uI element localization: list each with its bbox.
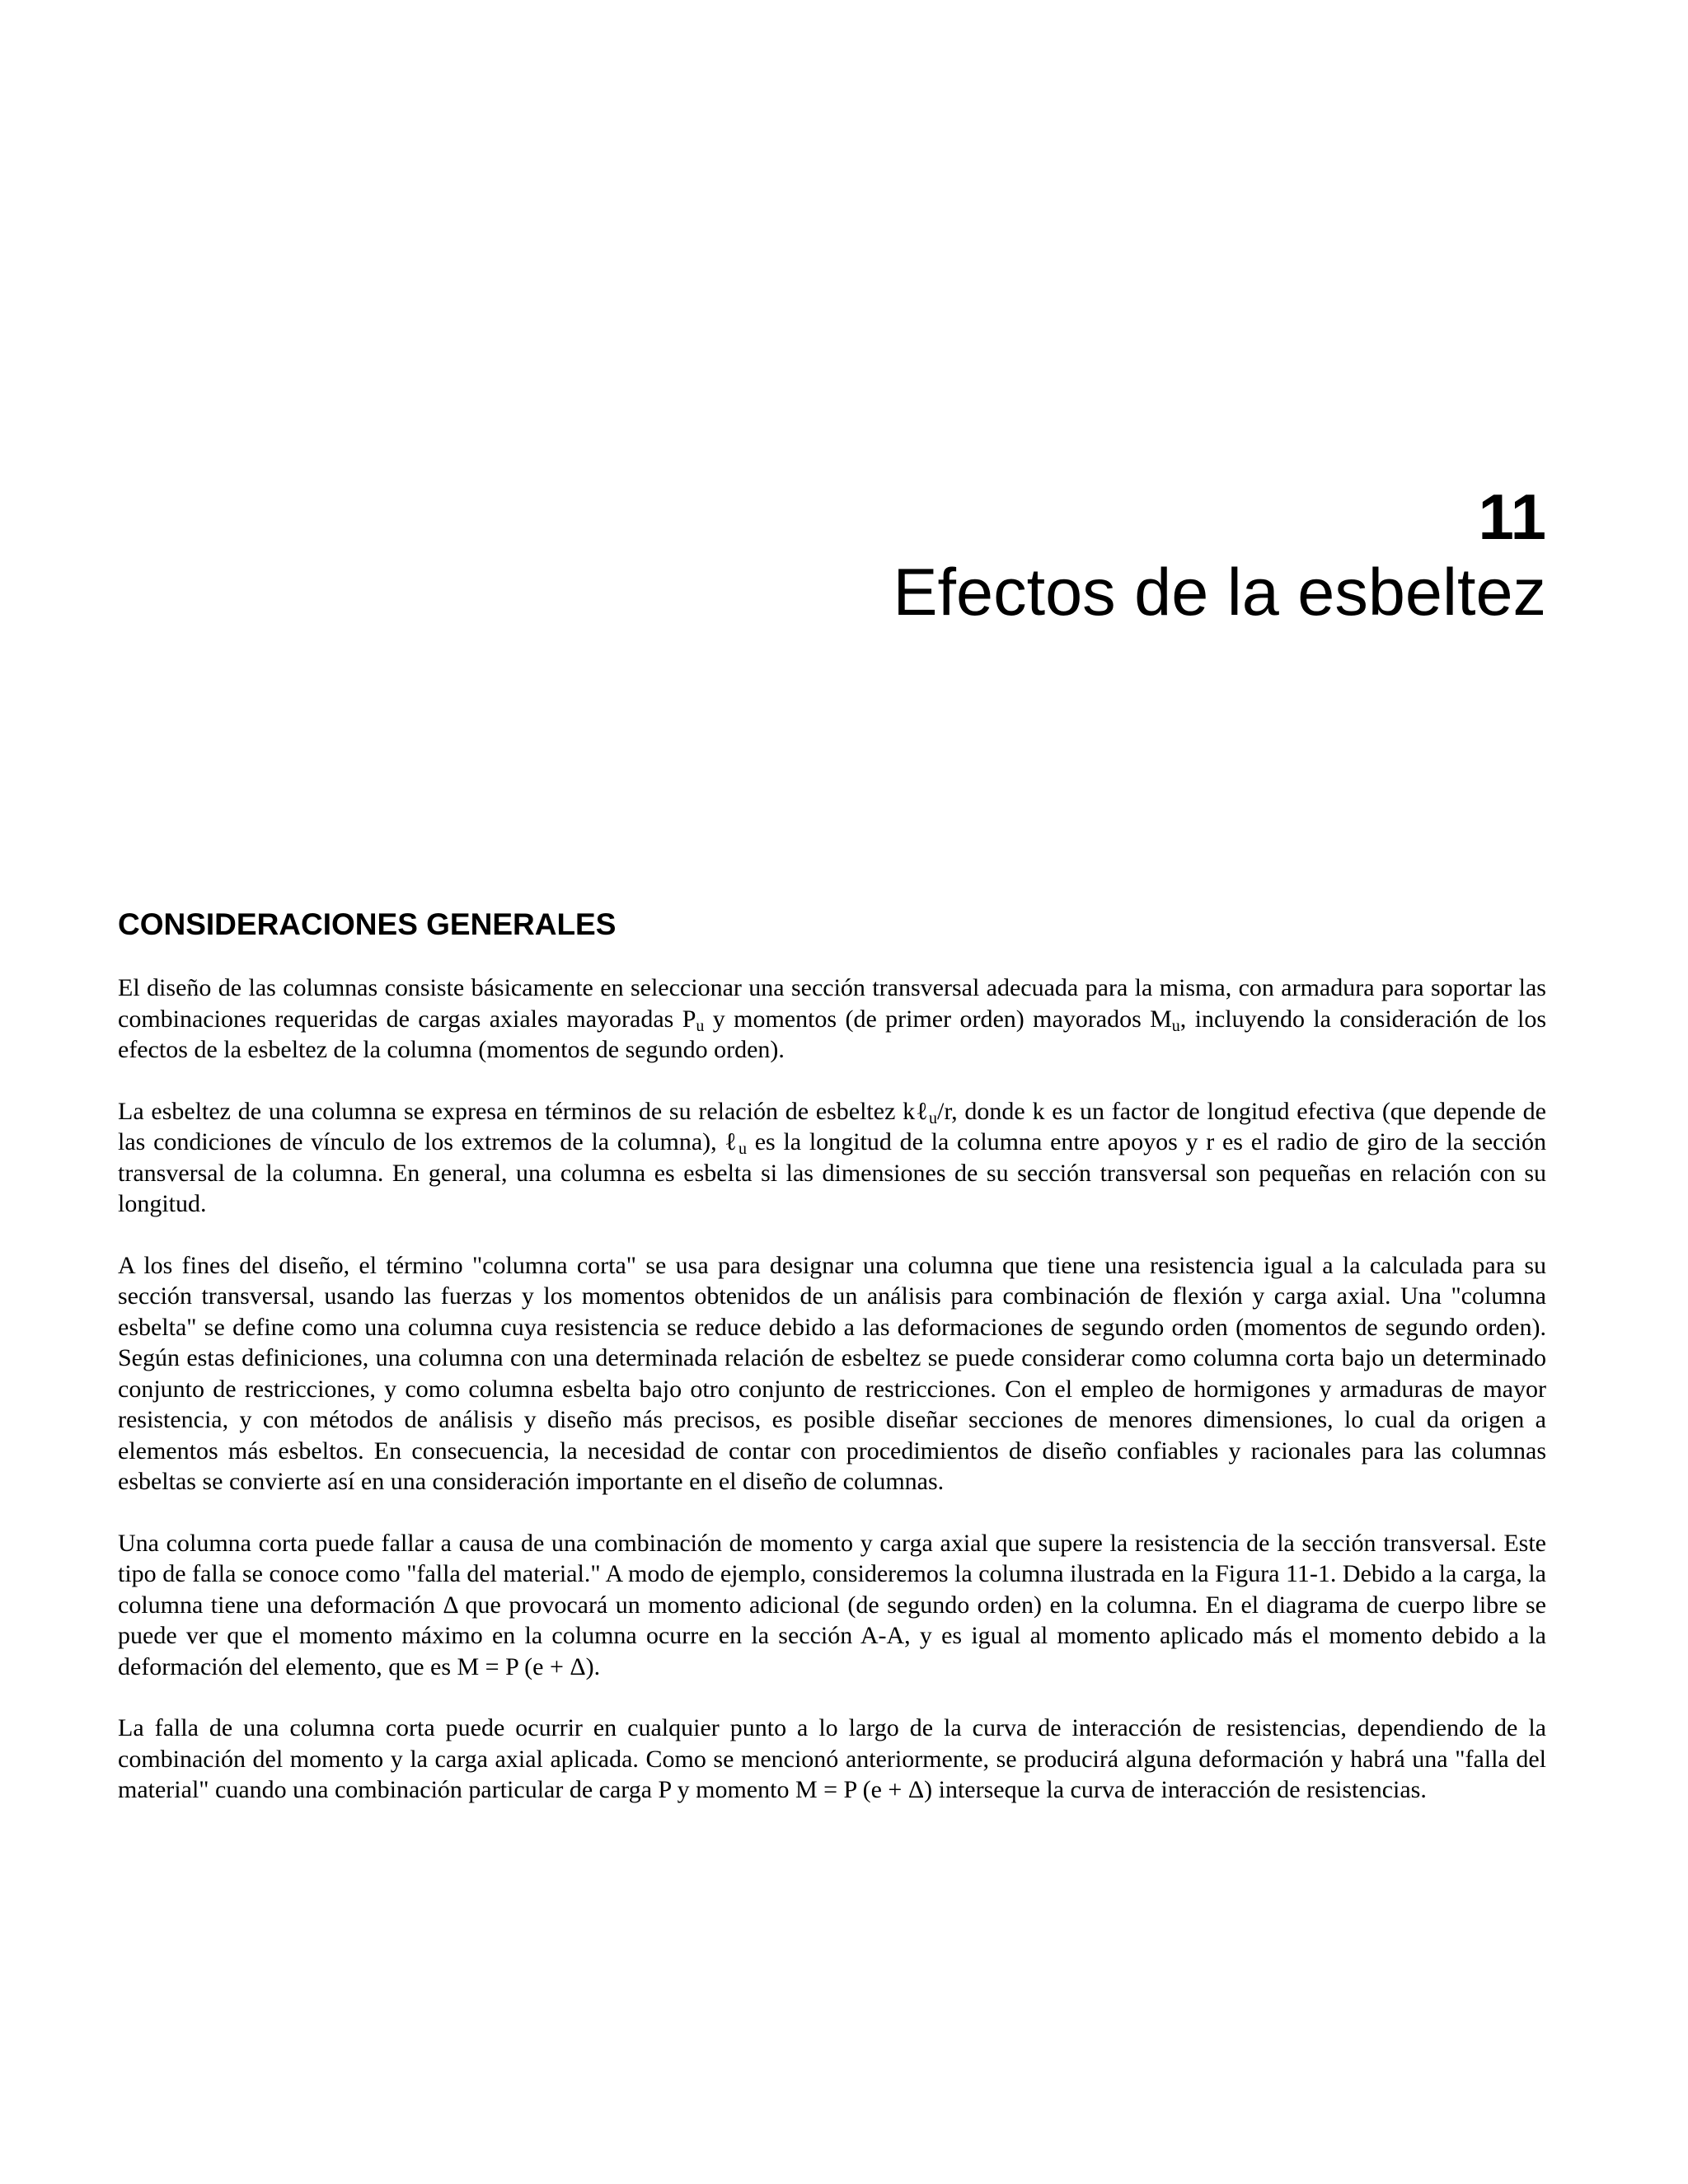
page-body [118, 907, 1546, 1836]
paragraph-5: La falla de una columna corta puede ocurrir en cualquier punto a lo largo de la curva de interacción de resistencias, dependiendo de la combinación del momento y la carga axial aplicada. Como se mencionó anteriormente, se producirá alguna deformación y habrá una "falla del material" cuando una combinación particular de carga P y momento M = P (e + Δ) interseque la curva de interacción de resistencias. [118, 1714, 1546, 1803]
paragraph-2-text-a: La esbeltez de una columna se expresa en términos de su relación de esbeltez kℓ [118, 1097, 930, 1125]
paragraph-1-text-a: El diseño de las columnas consiste básicamente en seleccionar una sección transversal adecuada para la misma, con armadura para soportar las combinaciones requeridas de cargas axiales mayoradas P [118, 974, 1546, 1033]
chapter-header [893, 482, 1546, 630]
chapter-number: 11 [1478, 480, 1546, 553]
paragraph-1-text-c: , incluyendo la consideración de los efectos de la esbeltez de la columna (momentos de segundo orden). [118, 1005, 1546, 1063]
chapter-title: Efectos de la esbeltez [893, 555, 1546, 630]
paragraph-1 [118, 972, 1546, 1066]
paragraph-1-text-b: y momentos (de primer orden) mayorados M [704, 1005, 1172, 1033]
subscript-u: u [696, 1016, 705, 1035]
paragraph-2-text-b: /r, donde k es un factor de longitud efectiva (que depende de las condiciones de vínculo de los extremos de la columna), ℓ [118, 1097, 1546, 1155]
paragraph-4: Una columna corta puede fallar a causa de una combinación de momento y carga axial que supere la resistencia de la sección transversal. Este tipo de falla se conoce como "falla del material." A modo de ejemplo, consideremos la columna ilustrada en la Figura 11-1. Debido a la carga, la columna tiene una deformación Δ que provocará un momento adicional (de segundo orden) en la columna. En el diagrama de cuerpo libre se puede ver que el momento máximo en la columna ocurre en la sección A-A, y es igual al momento aplicado más el momento debido a la deformación del elemento, que es M = P (e + Δ). [118, 1529, 1546, 1680]
subscript-u: u [1171, 1016, 1180, 1035]
paragraph-3: A los fines del diseño, el término "columna corta" se usa para designar una columna que tiene una resistencia igual a la calculada para su sección transversal, usando las fuerzas y los momentos obtenidos de un análisis para combinación de flexión y carga axial. Una "columna esbelta" se define como una columna cuya resistencia se reduce debido a las deformaciones de segundo orden (momentos de segundo orden). Según estas definiciones, una columna con una determinada relación de esbeltez se puede considerar como columna corta bajo un determinado conjunto de restricciones, y como columna esbelta bajo otro conjunto de restricciones. Con el empleo de hormigones y armaduras de mayor resistencia, y con métodos de análisis y diseño más precisos, es posible diseñar secciones de menores dimensiones, lo cual da origen a elementos más esbeltos. En consecuencia, la necesidad de contar con procedimientos de diseño confiables y racionales para las columnas esbeltas se convierte así en una consideración importante en el diseño de columnas. [118, 1251, 1546, 1495]
paragraph-2-text-c: es la longitud de la columna entre apoyos y r es el radio de giro de la sección transversal de la columna. En general, una columna es esbelta si las dimensiones de su sección transversal son pequeñas en relación con su longitud. [118, 1128, 1546, 1217]
paragraph-2 [118, 1096, 1546, 1220]
subscript-u: u [929, 1108, 938, 1127]
section-heading: CONSIDERACIONES GENERALES [118, 907, 617, 941]
subscript-u: u [738, 1140, 747, 1158]
